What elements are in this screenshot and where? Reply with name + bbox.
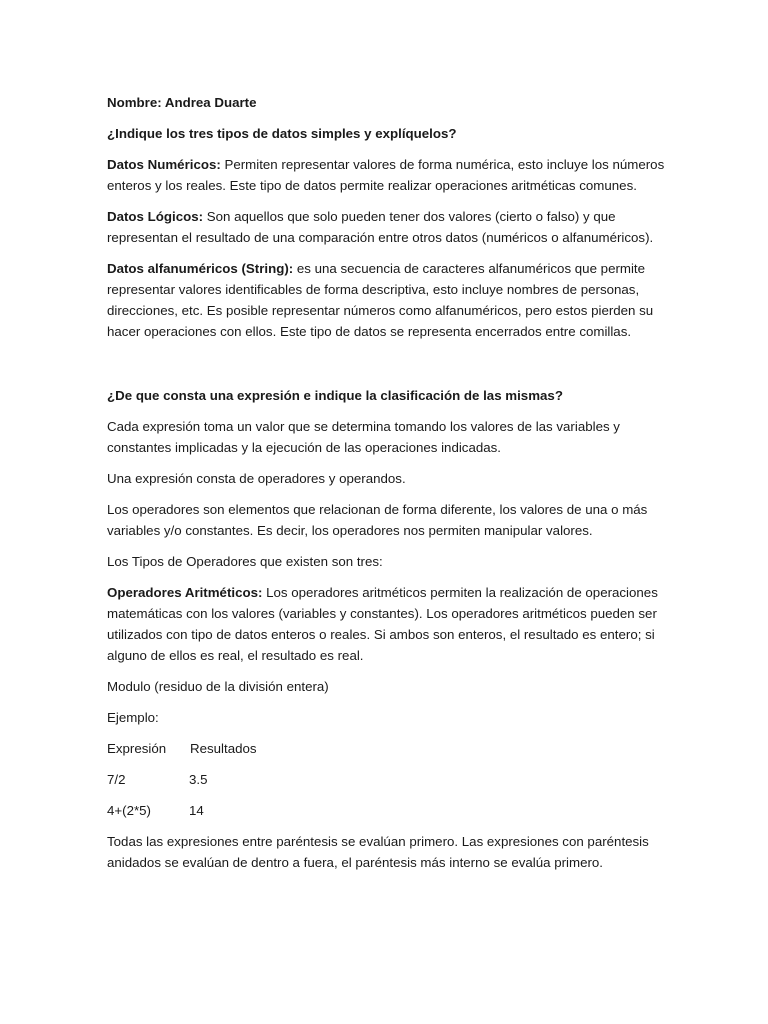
paragraph-cada-expresion: Cada expresión toma un valor que se determina tomando los valores de las variables y constantes implicadas y la ejecución de las operaciones indicadas. [107, 419, 620, 455]
term-datos-logicos: Datos Lógicos: [107, 209, 204, 224]
text-operadores-aritmeticos: Los operadores aritméticos permiten la realización de operaciones matemáticas con los valores (variables y constantes). Los operadores aritméticos pueden ser utilizados con tipo de datos enteros o reales. Si ambos son enteros, el resultado es entero; si alguno de ellos es real, el resultado es real. [107, 585, 658, 663]
text-datos-alfanumericos: es una secuencia de caracteres alfanuméricos que permite representar valores identificables de forma descriptiva, esto incluye nombres de personas, direcciones, etc. Es posible representar números como alfanuméricos, pero estos pierden su hacer operaciones con ellos. Este tipo de datos se representa encerrados entre comillas. [107, 261, 654, 339]
paragraph-datos-alfanumericos [107, 258, 667, 342]
blank-line [107, 352, 667, 385]
example-result: 3.5 [189, 772, 208, 787]
paragraph-ejemplo: Ejemplo: [107, 710, 159, 725]
paragraph-parentesis: Todas las expresiones entre paréntesis se evalúan primero. Las expresiones con paréntesis anidados se evalúan de dentro a fuera, el paréntesis más interno se evalúa primero. [107, 834, 649, 870]
paragraph-consta: Una expresión consta de operadores y operandos. [107, 471, 406, 486]
paragraph-datos-logicos [107, 206, 667, 248]
paragraph-operadores: Los operadores son elementos que relacionan de forma diferente, los valores de una o más variables y/o constantes. Es decir, los operadores nos permiten manipular valores. [107, 502, 648, 538]
example-header-resultados: Resultados [190, 741, 257, 756]
question-1: ¿Indique los tres tipos de datos simples y explíquelos? [107, 126, 457, 141]
document-page [107, 92, 667, 883]
paragraph-modulo: Modulo (residuo de la división entera) [107, 679, 329, 694]
example-header-row [107, 738, 667, 759]
example-header-expresion: Expresión [107, 741, 167, 756]
paragraph-operadores-aritmeticos [107, 582, 667, 666]
paragraph-tipos-operadores: Los Tipos de Operadores que existen son tres: [107, 554, 383, 569]
term-operadores-aritmeticos: Operadores Aritméticos: [107, 585, 263, 600]
example-result: 14 [189, 803, 204, 818]
example-expression: 4+(2*5) [107, 803, 151, 818]
text-datos-numericos: Permiten representar valores de forma numérica, esto incluye los números enteros y los reales. Este tipo de datos permite realizar operaciones aritméticas comunes. [107, 157, 665, 193]
term-datos-numericos: Datos Numéricos: [107, 157, 221, 172]
example-expression: 7/2 [107, 772, 126, 787]
paragraph-datos-numericos [107, 154, 667, 196]
example-row [107, 800, 667, 821]
student-name: Nombre: Andrea Duarte [107, 95, 257, 110]
text-datos-logicos: Son aquellos que solo pueden tener dos valores (cierto o falso) y que representan el resultado de una comparación entre otros datos (numéricos o alfanuméricos). [107, 209, 654, 245]
term-datos-alfanumericos: Datos alfanuméricos (String): [107, 261, 294, 276]
example-row [107, 769, 667, 790]
question-2: ¿De que consta una expresión e indique la clasificación de las mismas? [107, 388, 563, 403]
